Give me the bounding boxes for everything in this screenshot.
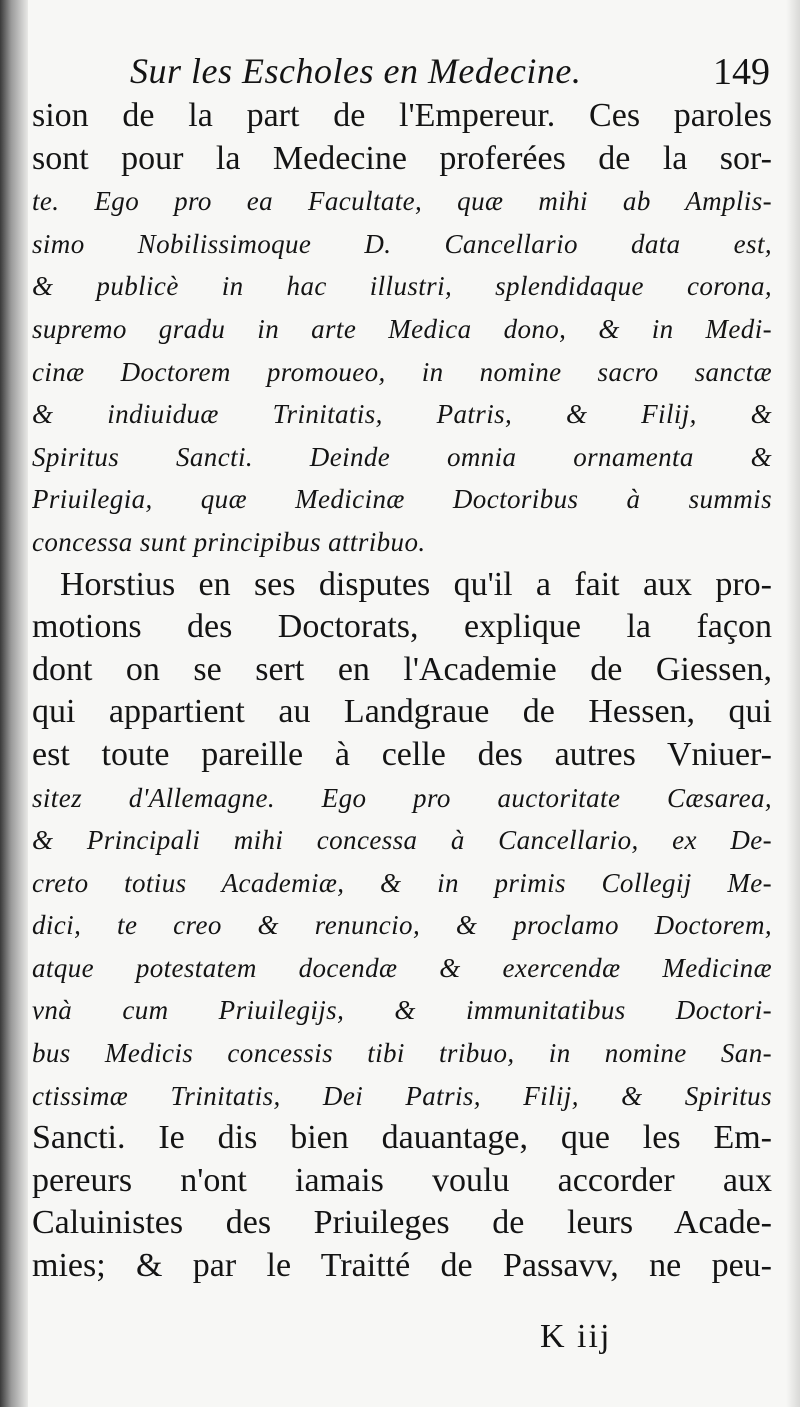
latin-line: te. Ego pro ea Facultate, quæ mihi ab Amplis- (32, 186, 772, 217)
latin-line: & Principali mihi concessa à Cancellario, ex De- (32, 825, 772, 856)
text-line: Sancti. Ie dis bien dauantage, que les Em- (32, 1119, 772, 1157)
page-number: 149 (713, 51, 770, 93)
latin-line: supremo gradu in arte Medica dono, & in Medi- (32, 313, 772, 344)
page-edge (786, 0, 800, 1407)
running-head: Sur les Escholes en Medecine. (130, 51, 582, 91)
text-line: motions des Doctorats, explique la façon (32, 608, 772, 646)
page-header (130, 50, 770, 94)
text-line: dont on se sert en l'Academie de Giessen, (32, 650, 772, 688)
latin-line: bus Medicis concessis tibi tribuo, in nomine San- (32, 1038, 772, 1069)
latin-line: ctissimæ Trinitatis, Dei Patris, Filij, & Spiritus (32, 1080, 772, 1111)
body-text (32, 95, 772, 1288)
latin-line: & publicè in hac illustri, splendidaque corona, (32, 271, 772, 302)
latin-line: atque potestatem docendæ & exercendæ Medicinæ (32, 952, 772, 983)
latin-line: creto totius Academiæ, & in primis Collegij Me- (32, 867, 772, 898)
latin-line: Spiritus Sancti. Deinde omnia ornamenta & (32, 441, 772, 472)
latin-line: cinæ Doctorem promoueo, in nomine sacro sanctæ (32, 356, 772, 387)
text-line: mies; & par le Traitté de Passavv, ne peu- (32, 1247, 772, 1285)
text-line: pereurs n'ont iamais voulu accorder aux (32, 1161, 772, 1199)
latin-line: & indiuiduæ Trinitatis, Patris, & Filij, & (32, 399, 772, 430)
latin-line: concessa sunt principibus attribuo. (32, 526, 426, 557)
latin-line: dici, te creo & renuncio, & proclamo Doctorem, (32, 910, 772, 941)
latin-line: vnà cum Priuilegijs, & immunitatibus Doctori- (32, 995, 772, 1026)
text-line: Horstius en ses disputes qu'il a fait aux pro- (60, 565, 772, 603)
latin-line: simo Nobilissimoque D. Cancellario data est, (32, 228, 772, 259)
text-line: Caluinistes des Priuileges de leurs Acade- (32, 1204, 772, 1242)
binding-gutter-shadow (0, 0, 28, 1407)
latin-line: Priuilegia, quæ Medicinæ Doctoribus à summis (32, 484, 772, 515)
text-line: sion de la part de l'Empereur. Ces paroles (32, 97, 772, 134)
latin-line: sitez d'Allemagne. Ego pro auctoritate Cæsarea, (32, 782, 772, 813)
text-line: qui appartient au Landgraue de Hessen, qui (32, 693, 772, 731)
text-line: est toute pareille à celle des autres Vniuer- (32, 735, 772, 773)
signature-mark: K iij (540, 1318, 612, 1355)
text-line: sont pour la Medecine proferées de la sor- (32, 139, 772, 177)
